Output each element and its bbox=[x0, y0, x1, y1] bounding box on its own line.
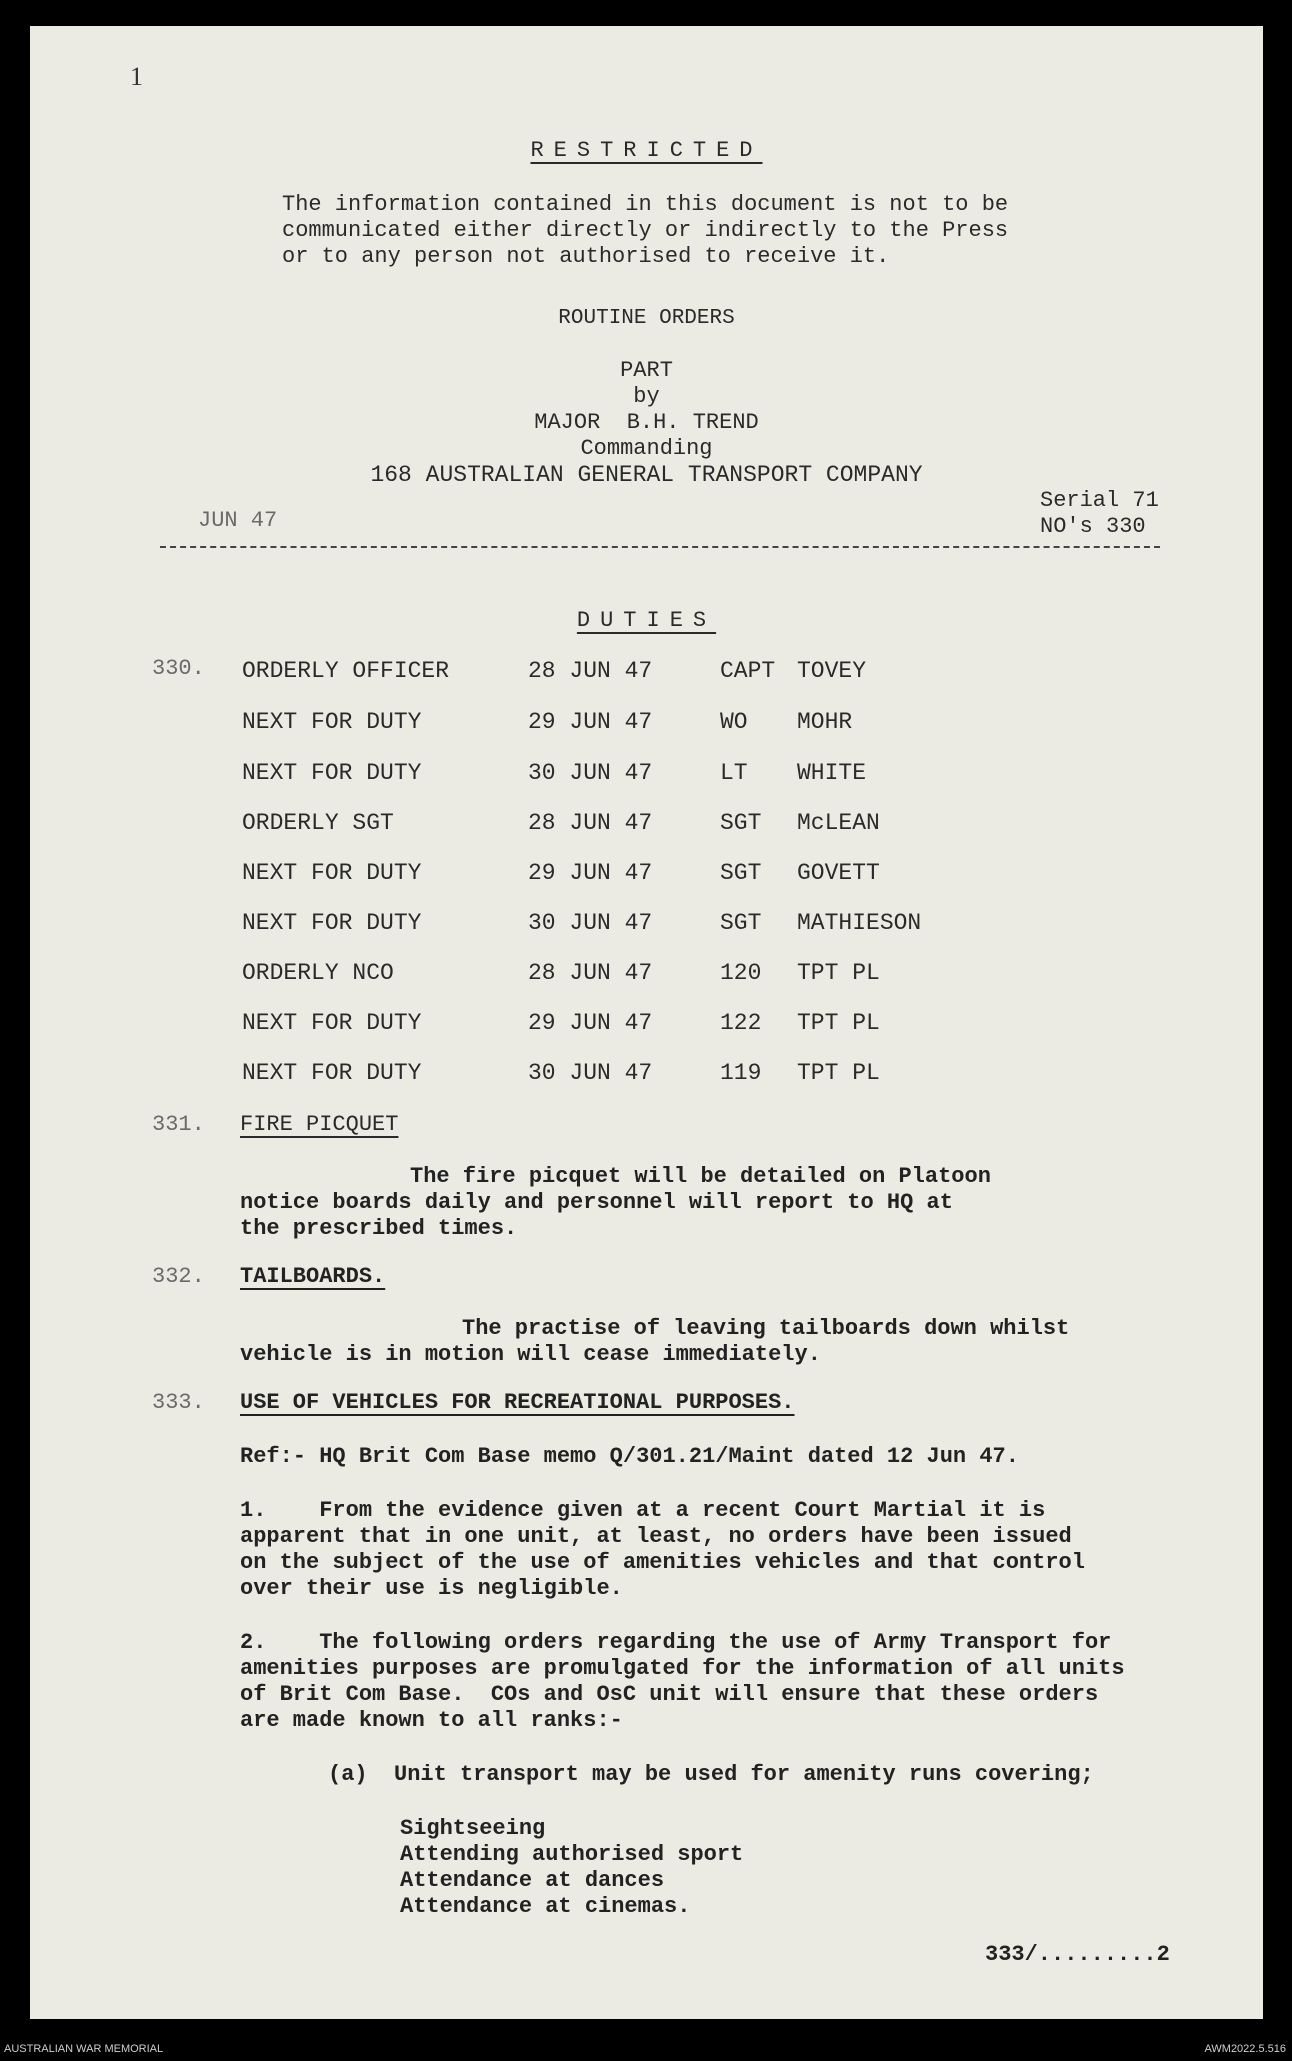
document-title: ROUTINE ORDERS bbox=[558, 307, 735, 330]
amenity-use-item: Attendance at cinemas. bbox=[400, 1894, 691, 1919]
order-332-line-1: The practise of leaving tailboards down whilst bbox=[462, 1316, 1070, 1341]
document-date: JUN 47 bbox=[198, 508, 278, 533]
duty-name: WHITE bbox=[797, 760, 867, 786]
order-heading-fire-picquet: FIRE PICQUET bbox=[240, 1112, 399, 1137]
duty-date: 28 JUN 47 bbox=[528, 810, 653, 836]
notice-line-3: or to any person not authorised to receive it. bbox=[282, 244, 890, 269]
duty-rank: 120 bbox=[720, 960, 762, 986]
order-331-line-3: the prescribed times. bbox=[240, 1216, 518, 1241]
duty-role: NEXT FOR DUTY bbox=[242, 1010, 422, 1036]
order-332-line-2: vehicle is in motion will cease immediately. bbox=[240, 1342, 821, 1367]
order-heading-recreational-vehicles: USE OF VEHICLES FOR RECREATIONAL PURPOSES. bbox=[240, 1390, 795, 1415]
duty-row bbox=[30, 1010, 1263, 1040]
duty-role: ORDERLY NCO bbox=[242, 960, 394, 986]
duty-rank: SGT bbox=[720, 810, 762, 836]
order-333-para2-line-1: 2. The following orders regarding the use of Army Transport for bbox=[240, 1630, 1112, 1655]
notice-line-2: communicated either directly or indirectly to the Press bbox=[282, 218, 1009, 243]
duty-name: GOVETT bbox=[797, 860, 880, 886]
continuation-marker: 333/.........2 bbox=[985, 1942, 1170, 1967]
duty-role: NEXT FOR DUTY bbox=[242, 1060, 422, 1086]
amenity-use-item: Attendance at dances bbox=[400, 1868, 665, 1893]
duty-rank: LT bbox=[720, 760, 748, 786]
document-page bbox=[30, 26, 1263, 2019]
duty-name: TPT PL bbox=[797, 960, 880, 986]
order-333-reference: Ref:- HQ Brit Com Base memo Q/301.21/Maint dated 12 Jun 47. bbox=[240, 1444, 1019, 1469]
duty-rank: 122 bbox=[720, 1010, 762, 1036]
by-label: by bbox=[633, 384, 660, 409]
duty-rank: SGT bbox=[720, 860, 762, 886]
order-333-para2-line-4: are made known to all ranks:- bbox=[240, 1708, 623, 1733]
order-heading-tailboards: TAILBOARDS. bbox=[240, 1264, 386, 1289]
duty-role: NEXT FOR DUTY bbox=[242, 860, 422, 886]
duty-date: 28 JUN 47 bbox=[528, 658, 653, 684]
duty-name: MOHR bbox=[797, 709, 853, 735]
amenity-use-item: Attending authorised sport bbox=[400, 1842, 744, 1867]
amenity-use-item: Sightseeing bbox=[400, 1816, 546, 1841]
header-divider bbox=[160, 546, 1160, 548]
classification-heading: RESTRICTED bbox=[530, 138, 763, 163]
duty-row bbox=[30, 709, 1263, 739]
duty-name: TPT PL bbox=[797, 1060, 880, 1086]
order-331-line-2: notice boards daily and personnel will report to HQ at bbox=[240, 1190, 953, 1215]
footer-archive-name: AUSTRALIAN WAR MEMORIAL bbox=[4, 2043, 164, 2055]
duty-rank: SGT bbox=[720, 910, 762, 936]
duty-role: NEXT FOR DUTY bbox=[242, 709, 422, 735]
duty-name: TOVEY bbox=[797, 658, 867, 684]
duty-name: McLEAN bbox=[797, 810, 880, 836]
duty-rank: WO bbox=[720, 709, 748, 735]
duty-row bbox=[30, 810, 1263, 840]
duty-date: 28 JUN 47 bbox=[528, 960, 653, 986]
duty-role: NEXT FOR DUTY bbox=[242, 910, 422, 936]
orders-numbers: NO's 330 bbox=[1040, 514, 1146, 539]
order-333-para1-line-1: 1. From the evidence given at a recent Court Martial it is bbox=[240, 1498, 1046, 1523]
footer-accession-number: AWM2022.5.516 bbox=[1204, 2043, 1286, 2055]
order-number-330: 330. bbox=[152, 656, 205, 681]
duty-role: ORDERLY OFFICER bbox=[242, 658, 450, 684]
duties-heading: DUTIES bbox=[576, 608, 717, 633]
duty-row bbox=[30, 910, 1263, 940]
order-333-para1-line-3: on the subject of the use of amenities vehicles and that control bbox=[240, 1550, 1085, 1575]
duty-date: 30 JUN 47 bbox=[528, 910, 653, 936]
duty-row bbox=[30, 860, 1263, 890]
duty-row bbox=[30, 760, 1263, 790]
serial-number: Serial 71 bbox=[1040, 488, 1159, 513]
duty-row bbox=[30, 658, 1263, 688]
order-333-para2-line-3: of Brit Com Base. COs and OsC unit will ensure that these orders bbox=[240, 1682, 1099, 1707]
duty-date: 29 JUN 47 bbox=[528, 709, 653, 735]
notice-line-1: The information contained in this document is not to be bbox=[282, 192, 1009, 217]
duty-row bbox=[30, 960, 1263, 990]
part-label: PART bbox=[620, 358, 673, 383]
duty-name: MATHIESON bbox=[797, 910, 922, 936]
commanding-label: Commanding bbox=[580, 436, 713, 461]
duty-date: 30 JUN 47 bbox=[528, 1060, 653, 1086]
duty-rank: CAPT bbox=[720, 658, 776, 684]
duty-date: 30 JUN 47 bbox=[528, 760, 653, 786]
order-number-331: 331. bbox=[152, 1112, 205, 1137]
duty-role: ORDERLY SGT bbox=[242, 810, 394, 836]
duty-date: 29 JUN 47 bbox=[528, 860, 653, 886]
officer-name: MAJOR B.H. TREND bbox=[534, 410, 759, 435]
duty-name: TPT PL bbox=[797, 1010, 880, 1036]
order-333-sub-a: (a) Unit transport may be used for amenity runs covering; bbox=[328, 1762, 1094, 1787]
order-331-line-1: The fire picquet will be detailed on Platoon bbox=[410, 1164, 991, 1189]
duty-row bbox=[30, 1060, 1263, 1090]
order-number-332: 332. bbox=[152, 1264, 205, 1289]
duty-rank: 119 bbox=[720, 1060, 762, 1086]
unit-name: 168 AUSTRALIAN GENERAL TRANSPORT COMPANY bbox=[370, 462, 923, 488]
duty-role: NEXT FOR DUTY bbox=[242, 760, 422, 786]
page-mark: 1 bbox=[130, 62, 143, 91]
duty-date: 29 JUN 47 bbox=[528, 1010, 653, 1036]
order-333-para1-line-2: apparent that in one unit, at least, no orders have been issued bbox=[240, 1524, 1072, 1549]
order-333-para2-line-2: amenities purposes are promulgated for the information of all units bbox=[240, 1656, 1125, 1681]
order-number-333: 333. bbox=[152, 1390, 205, 1415]
order-333-para1-line-4: over their use is negligible. bbox=[240, 1576, 623, 1601]
